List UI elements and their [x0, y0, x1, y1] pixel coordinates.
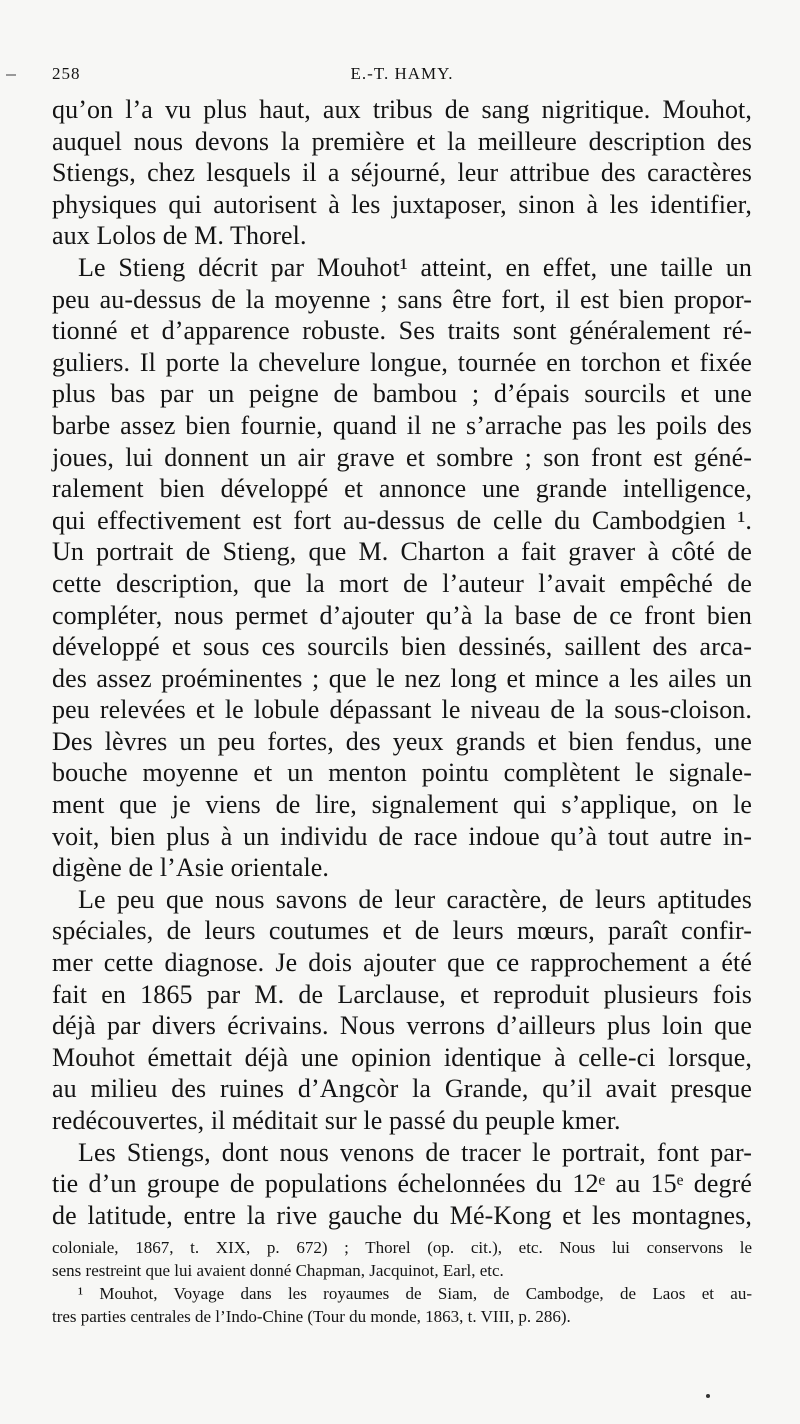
- body-line: au milieu des ruines d’Angcòr la Grande, qu’il avait presque: [52, 1074, 752, 1104]
- body-line: voit, bien plus à un individu de race indoue qu’à tout autre in-: [52, 821, 752, 851]
- body-line: auquel nous devons la première et la meilleure description des: [52, 126, 752, 156]
- body-line: développé et sous ces sourcils bien dessinés, saillent des arca-: [52, 632, 752, 662]
- body-line: Le Stieng décrit par Mouhot¹ atteint, en effet, une taille un: [78, 252, 752, 282]
- body-line: physiques qui autorisent à les juxtaposer, sinon à les identifier,: [52, 189, 752, 219]
- page-number: 258: [52, 64, 81, 83]
- body-line: plus bas par un peigne de bambou ; d’épais sourcils et une: [52, 379, 752, 409]
- body-line: Stiengs, chez lesquels il a séjourné, leur attribue des caractères: [52, 158, 752, 188]
- body-line: tionné et d’apparence robuste. Ses traits sont généralement ré-: [52, 316, 752, 346]
- running-head: E.-T. HAMY.: [350, 64, 454, 83]
- body-line: peu relevées et le lobule dépassant le niveau de la sous-cloison.: [52, 695, 752, 725]
- footnote-line: ¹ Mouhot, Voyage dans les royaumes de Siam, de Cambodge, de Laos et au-: [78, 1284, 752, 1303]
- body-line: bouche moyenne et un menton pointu complètent le signale-: [52, 758, 752, 788]
- body-line: peu au-dessus de la moyenne ; sans être fort, il est bien propor-: [52, 284, 752, 314]
- body-line: des assez proéminentes ; que le nez long et mince a les ailes un: [52, 663, 752, 693]
- footnotes: [52, 1236, 752, 1328]
- body-line: Un portrait de Stieng, que M. Charton a fait graver à côté de: [52, 537, 752, 567]
- body-line: guliers. Il porte la chevelure longue, tournée en torchon et fixée: [52, 347, 752, 377]
- body-line: barbe assez bien fournie, quand il ne s’arrache pas les poils des: [52, 410, 752, 440]
- body-line: cette description, que la mort de l’auteur l’avait empêché de: [52, 568, 752, 598]
- footnote-line: sens restreint que lui avaient donné Chapman, Jacquinot, Earl, etc.: [52, 1261, 504, 1280]
- scan-edge-mark: [6, 74, 16, 76]
- body-line: aux Lolos de M. Thorel.: [52, 221, 307, 251]
- body-text: [52, 94, 752, 1231]
- body-line: de latitude, entre la rive gauche du Mé-Kong et les montagnes,: [52, 1200, 752, 1230]
- body-line: déjà par divers écrivains. Nous verrons d’ailleurs plus loin que: [52, 1011, 752, 1041]
- body-line: digène de l’Asie orientale.: [52, 853, 330, 883]
- body-line: Mouhot émettait déjà une opinion identique à celle-ci lorsque,: [52, 1042, 752, 1072]
- body-line: qui effectivement est fort au-dessus de celle du Cambodgien ¹.: [52, 505, 752, 535]
- body-line: Le peu que nous savons de leur caractère, de leurs aptitudes: [78, 884, 752, 914]
- footnote-line: coloniale, 1867, t. XIX, p. 672) ; Thorel (op. cit.), etc. Nous lui conservons le: [52, 1238, 752, 1257]
- body-line: mer cette diagnose. Je dois ajouter que ce rapprochement a été: [52, 948, 752, 978]
- body-line: ment que je viens de lire, signalement qui s’applique, on le: [52, 790, 752, 820]
- body-line: Les Stiengs, dont nous venons de tracer le portrait, font par-: [78, 1137, 752, 1167]
- body-line: spéciales, de leurs coutumes et de leurs mœurs, paraît confir-: [52, 916, 752, 946]
- body-line: ralement bien développé et annonce une grande intelligence,: [52, 474, 752, 504]
- page-header: [52, 64, 752, 88]
- body-line: compléter, nous permet d’ajouter qu’à la base de ce front bien: [52, 600, 752, 630]
- body-line: joues, lui donnent un air grave et sombre ; son front est géné-: [52, 442, 752, 472]
- body-line: Des lèvres un peu fortes, des yeux grands et bien fendus, une: [52, 726, 752, 756]
- body-line: fait en 1865 par M. de Larclause, et reproduit plusieurs fois: [52, 979, 752, 1009]
- page-speck: [706, 1394, 710, 1398]
- body-line: qu’on l’a vu plus haut, aux tribus de sang nigritique. Mouhot,: [52, 95, 752, 124]
- body-line: tie d’un groupe de populations échelonnées du 12ᵉ au 15ᵉ degré: [52, 1169, 752, 1199]
- body-line: redécouvertes, il méditait sur le passé du peuple kmer.: [52, 1106, 621, 1135]
- footnote-line: tres parties centrales de l’Indo-Chine (Tour du monde, 1863, t. VIII, p. 286).: [52, 1307, 571, 1326]
